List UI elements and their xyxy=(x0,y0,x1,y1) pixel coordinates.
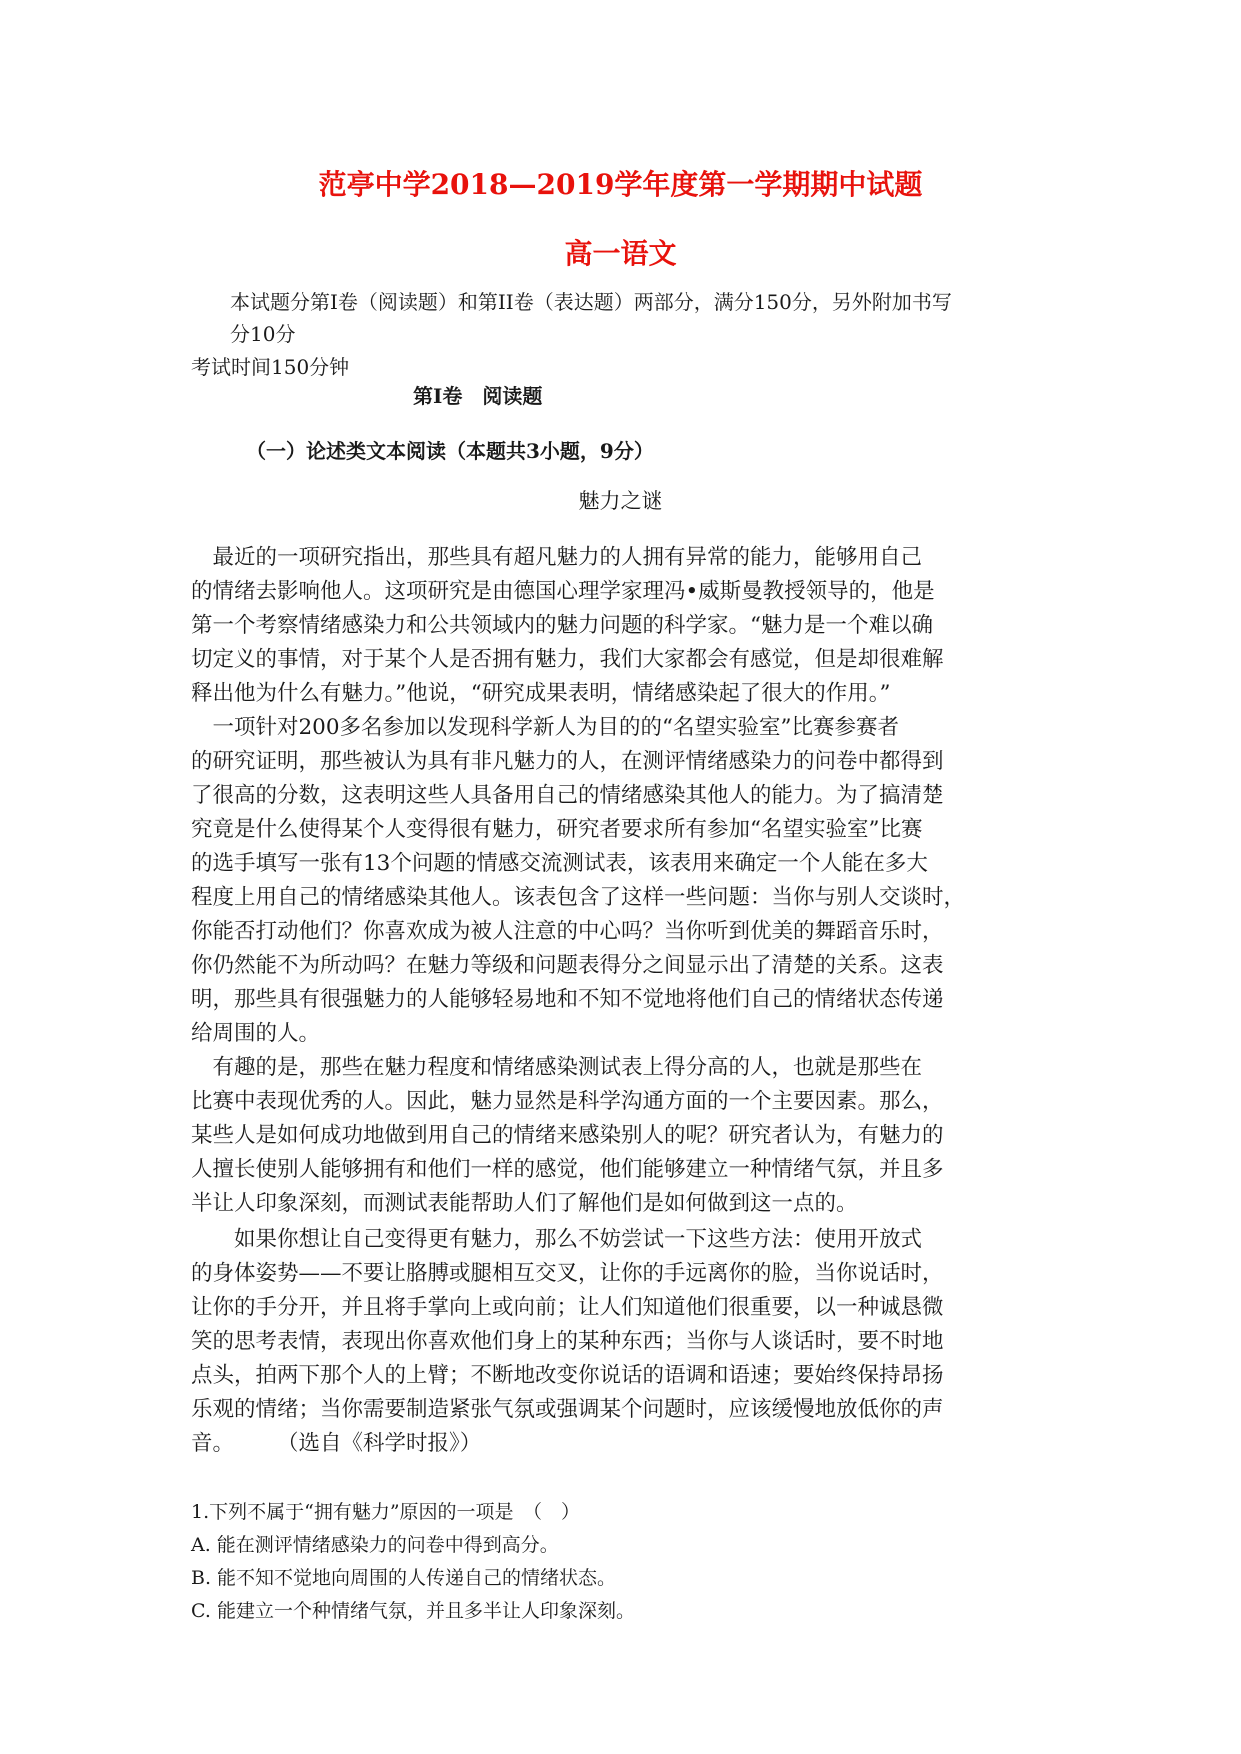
article-line: 第一个考察情绪感染力和公共领域内的魅力问题的科学家。“魅力是一个难以确 xyxy=(191,613,933,638)
article-line: 给周围的人。 xyxy=(191,1021,321,1046)
article-line: 点头，拍两下那个人的上臂；不断地改变你说话的语调和语速；要始终保持昂扬 xyxy=(191,1363,944,1388)
exam-time: 考试时间150分钟 xyxy=(191,355,350,379)
intro-line-1: 本试题分第Ⅰ卷（阅读题）和第II卷（表达题）两部分，满分150分，另外附加书写 xyxy=(230,290,952,314)
article-line: 切定义的事情，对于某个人是否拥有魅力，我们大家都会有感觉，但是却很难解 xyxy=(191,647,944,672)
article-line: 让你的手分开，并且将手掌向上或向前；让人们知道他们很重要，以一种诚恳微 xyxy=(191,1295,944,1320)
article-line: 某些人是如何成功地做到用自己的情绪来感染别人的呢？研究者认为，有魅力的 xyxy=(191,1123,944,1148)
question-1-option-a: A. 能在测评情绪感染力的问卷中得到高分。 xyxy=(191,1534,559,1556)
article-line: 的身体姿势——不要让胳膊或腿相互交叉，让你的手远离你的脸，当你说话时， xyxy=(191,1261,944,1286)
article-line: 的研究证明，那些被认为具有非凡魅力的人，在测评情绪感染力的问卷中都得到 xyxy=(191,749,944,774)
question-1-option-c: C. 能建立一个种情绪气氛，并且多半让人印象深刻。 xyxy=(191,1600,635,1622)
volume-heading: 第Ⅰ卷 阅读题 xyxy=(413,384,543,408)
article-title: 魅力之谜 xyxy=(578,489,663,513)
article-line: 最近的一项研究指出，那些具有超凡魅力的人拥有异常的能力，能够用自己 xyxy=(191,545,923,570)
article-line: 笑的思考表情，表现出你喜欢他们身上的某种东西；当你与人谈话时，要不时地 xyxy=(191,1329,944,1354)
article-line: 的情绪去影响他人。这项研究是由德国心理学家理冯•威斯曼教授领导的，他是 xyxy=(191,579,935,604)
article-line: 音。 （选自《科学时报》） xyxy=(191,1431,482,1456)
article-line: 明，那些具有很强魅力的人能够轻易地和不知不觉地将他们自己的情绪状态传递 xyxy=(191,987,944,1012)
article-line: 有趣的是，那些在魅力程度和情绪感染测试表上得分高的人，也就是那些在 xyxy=(191,1055,923,1080)
article-line: 乐观的情绪；当你需要制造紧张气氛或强调某个问题时，应该缓慢地放低你的声 xyxy=(191,1397,944,1422)
article-line: 你能否打动他们？你喜欢成为被人注意的中心吗？当你听到优美的舞蹈音乐时， xyxy=(191,919,944,944)
article-line: 释出他为什么有魅力。”他说，“研究成果表明，情绪感染起了很大的作用。” xyxy=(191,681,891,706)
article-line: 了很高的分数，这表明这些人具备用自己的情绪感染其他人的能力。为了搞清楚 xyxy=(191,783,944,808)
article-line: 如果你想让自己变得更有魅力，那么不妨尝试一下这些方法：使用开放式 xyxy=(191,1227,923,1252)
article-line: 半让人印象深刻，而测试表能帮助人们了解他们是如何做到这一点的。 xyxy=(191,1191,858,1216)
article-line: 程度上用自己的情绪感染其他人。该表包含了这样一些问题：当你与别人交谈时， xyxy=(191,885,966,910)
section-heading: （一）论述类文本阅读（本题共3小题，9分） xyxy=(246,439,654,463)
article-line: 你仍然能不为所动吗？在魅力等级和问题表得分之间显示出了清楚的关系。这表 xyxy=(191,953,944,978)
article-line: 人擅长使别人能够拥有和他们一样的感觉，他们能够建立一种情绪气氛，并且多 xyxy=(191,1157,944,1182)
article-line: 一项针对200多名参加以发现科学新人为目的的“名望实验室”比赛参赛者 xyxy=(191,715,900,740)
article-line: 比赛中表现优秀的人。因此，魅力显然是科学沟通方面的一个主要因素。那么， xyxy=(191,1089,944,1114)
question-1-option-b: B. 能不知不觉地向周围的人传递自己的情绪状态。 xyxy=(191,1567,617,1589)
article-line: 究竟是什么使得某个人变得很有魅力，研究者要求所有参加“名望实验室”比赛 xyxy=(191,817,923,842)
subject-title: 高一语文 xyxy=(564,237,677,270)
intro-line-2: 分10分 xyxy=(230,322,296,346)
article-line: 的选手填写一张有13个问题的情感交流测试表，该表用来确定一个人能在多大 xyxy=(191,851,928,876)
exam-title: 范亭中学2018—2019学年度第一学期期中试题 xyxy=(318,168,923,201)
question-1-stem: 1.下列不属于“拥有魅力”原因的一项是 （ ） xyxy=(191,1501,581,1523)
